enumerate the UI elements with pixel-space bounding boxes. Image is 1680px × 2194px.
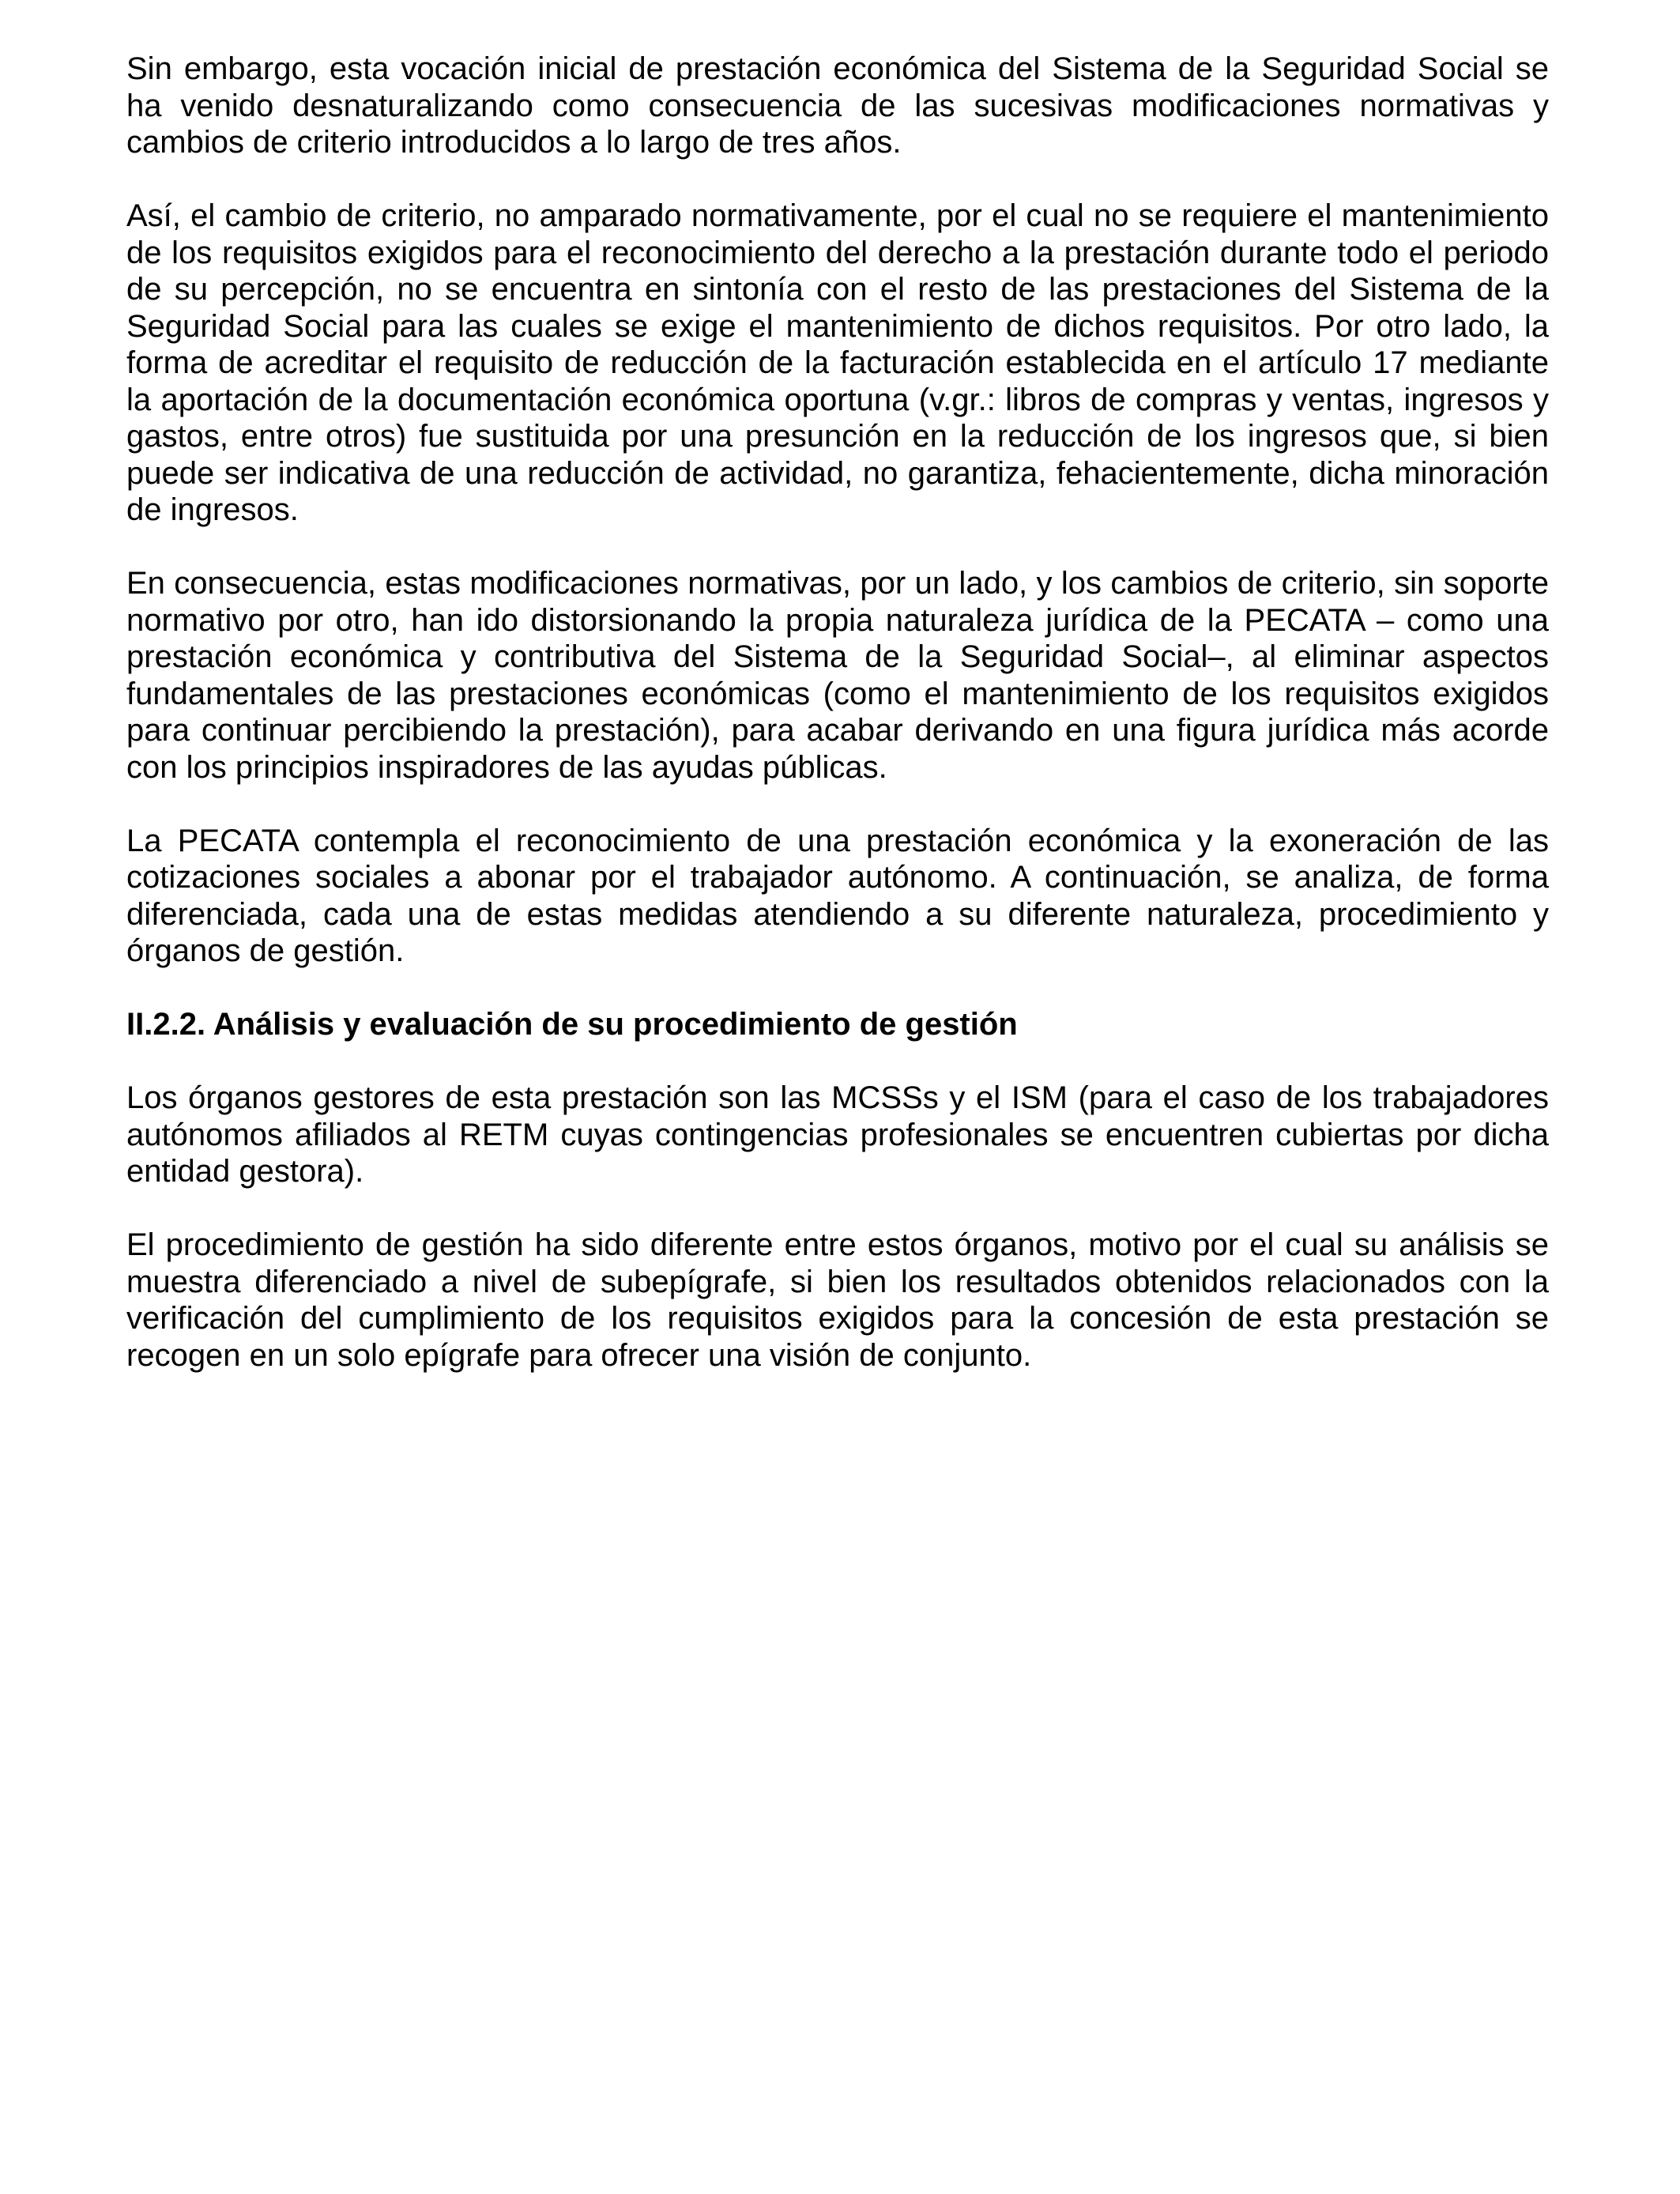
- paragraph-procedimiento-gestion: El procedimiento de gestión ha sido diferente entre estos órganos, motivo por el cual su análisis se muestra diferenciado a nivel de subepígrafe, si bien los resultados obtenidos relacionados con la verificación del cumplimiento de los requisitos exigidos para la concesión de esta prestación se recogen en un solo epígrafe para ofrecer una visión de conjunto.: [126, 1227, 1549, 1373]
- section-heading: II.2.2. Análisis y evaluación de su procedimiento de gestión: [126, 1007, 1018, 1042]
- paragraph-pecata-contempla: La PECATA contempla el reconocimiento de una prestación económica y la exoneración de las cotizaciones sociales a abonar por el trabajador autónomo. A continuación, se analiza, de forma diferenciada, cada una de estas medidas atendiendo a su diferente naturaleza, procedimiento y órganos de gestión.: [126, 823, 1549, 968]
- paragraph-cambio-criterio: Así, el cambio de criterio, no amparado normativamente, por el cual no se requiere el mantenimiento de los requisitos exigidos para el reconocimiento del derecho a la prestación durante todo el periodo de su percepción, no se encuentra en sintonía con el resto de las prestaciones del Sistema de la Seguridad Social para las cuales se exige el mantenimiento de dichos requisitos. Por otro lado, la forma de acreditar el requisito de reducción de la facturación establecida en el artículo 17 mediante la aportación de la documentación económica oportuna (v.gr.: libros de compras y ventas, ingresos y gastos, entre otros) fue sustituida por una presunción en la reducción de los ingresos que, si bien puede ser indicativa de una reducción de actividad, no garantiza, fehacientemente, dicha minoración de ingresos.: [126, 198, 1549, 527]
- paragraph-consecuencia: En consecuencia, estas modificaciones normativas, por un lado, y los cambios de criterio, sin soporte normativo por otro, han ido distorsionando la propia naturaleza jurídica de la PECATA – como una prestación económica y contributiva del Sistema de la Seguridad Social–, al eliminar aspectos fundamentales de las prestaciones económicas (como el mantenimiento de los requisitos exigidos para continuar percibiendo la prestación), para acabar derivando en una figura jurídica más acorde con los principios inspiradores de las ayudas públicas.: [126, 566, 1549, 785]
- paragraph-desnaturalizacion: Sin embargo, esta vocación inicial de prestación económica del Sistema de la Seguridad Social se ha venido desnaturalizando como consecuencia de las sucesivas modificaciones normativas y cambios de criterio introducidos a lo largo de tres años.: [126, 51, 1549, 160]
- document-page: [126, 51, 1549, 1411]
- paragraph-organos-gestores: Los órganos gestores de esta prestación son las MCSSs y el ISM (para el caso de los trabajadores autónomos afiliados al RETM cuyas contingencias profesionales se encuentren cubiertas por dicha entidad gestora).: [126, 1080, 1549, 1189]
